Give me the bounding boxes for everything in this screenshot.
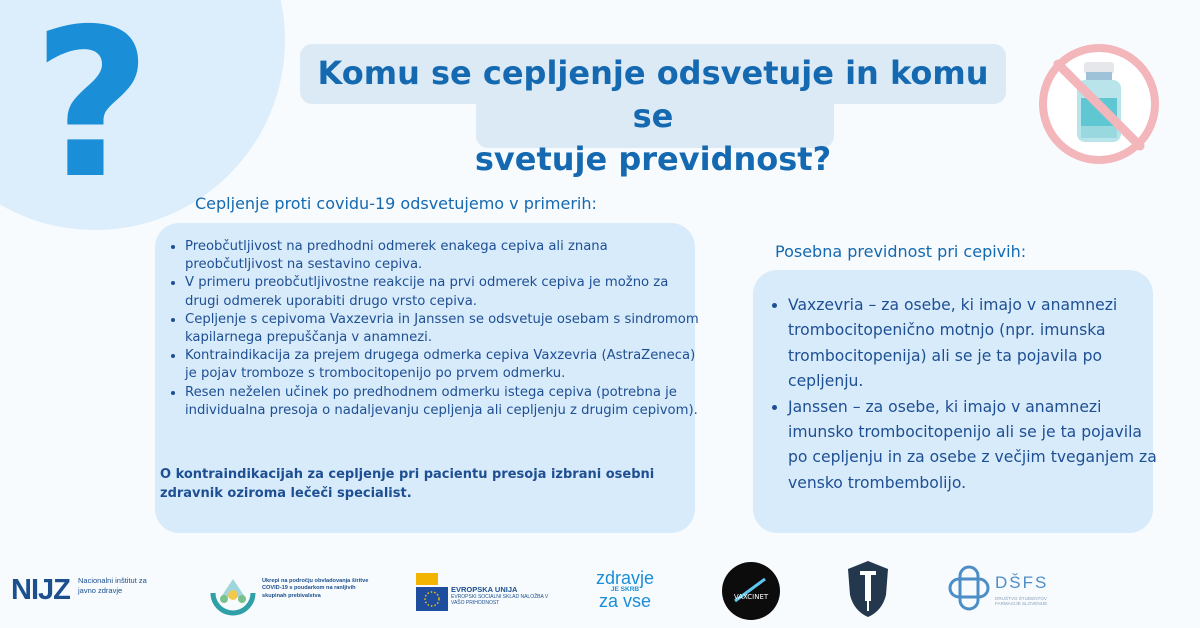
list-item: • Resen neželen učinek po predhodnem odmerku istega cepiva (potrebna je individualna presoja o nadaljevanju cepljenja ali cepljenju z drugim cepivom). (185, 384, 705, 420)
footer-logos (0, 555, 1200, 628)
dsfs-subtitle: DRUŠTVO ŠTUDENTOV FARMACIJE SLOVENIJE (995, 596, 1048, 607)
za-vse-word: za vse (598, 591, 652, 611)
shield-syringe-logo (846, 559, 890, 619)
ukrepi-text: Ukrepi na področju obvladovanja širitve COVID-19 s poudarkom na ranljivih skupinah prebivalstva (262, 578, 369, 599)
zdravje-word: zdravje (595, 568, 655, 588)
precautions-list (768, 293, 1158, 496)
title-box (300, 44, 1006, 178)
eu-subtitle: EVROPSKI SOCIALNI SKLAD NALOŽBA V VAŠO PRIHODNOST (451, 594, 549, 606)
list-item: • Preobčutljivost na predhodni odmerek enakega cepiva ali znana preobčutljivost na sestavino cepiva. (185, 238, 705, 274)
eu-flag-logo (416, 573, 448, 611)
list-item: • Janssen – za osebe, ki imajo v anamnezi imunsko trombocitopenijo ali se je ta pojavila po cepljenju in za osebe z večjim tveganjem za vensko trombembolijo. (788, 395, 1158, 497)
right-heading: Posebna previdnost pri cepivih: (775, 242, 1027, 261)
zdravje-logo (590, 570, 660, 618)
contraindications-note: O kontraindikacijah za cepljenje pri pacientu presoja izbrani osebni zdravnik oziroma lečeči specialist. (160, 467, 655, 501)
left-heading: Cepljenje proti covidu-19 odsvetujemo v primerih: (195, 194, 597, 213)
ukrepi-logo (207, 567, 259, 619)
page-title (300, 52, 1006, 181)
no-vaccine-icon (1034, 44, 1164, 164)
contraindications-list (165, 238, 705, 420)
je-skrb-word: JE SKRB (610, 586, 640, 593)
dsfs-logo-mark (948, 565, 990, 611)
question-mark-icon: ? (32, 0, 152, 224)
nijz-logo: NIJZ (11, 574, 70, 606)
list-item: • V primeru preobčutljivostne reakcije na prvi odmerek cepiva je možno za drugi odmerek uporabiti drugo vrsto cepiva. (185, 274, 705, 310)
list-item: • Cepljenje s cepivoma Vaxzevria in Janssen se odsvetuje osebam s sindromom kapilarnega prepuščanja v anamnezi. (185, 311, 705, 347)
title-line-2: svetuje previdnost? (474, 140, 832, 178)
nijz-subtitle: Nacionalni inštitut za javno zdravje (78, 576, 147, 595)
vaxcinet-logo (721, 561, 781, 621)
eu-text: EVROPSKA UNIJA (451, 585, 518, 594)
title-line-1: Komu se cepljenje odsvetuje in komu se (317, 54, 989, 135)
vaxcinet-text: VAXCINET (733, 593, 769, 601)
list-item: • Kontraindikacija za prejem drugega odmerka cepiva Vaxzevria (AstraZeneca) je pojav tromboze s trombocitopenijo po prvem odmerku. (185, 347, 705, 383)
dsfs-logo: DŠFS (995, 573, 1049, 592)
list-item: • Vaxzevria – za osebe, ki imajo v anamnezi trombocitopenično motnjo (npr. imunska trombocitopenija) ali se je ta pojavila po cepljenju. (788, 293, 1158, 395)
